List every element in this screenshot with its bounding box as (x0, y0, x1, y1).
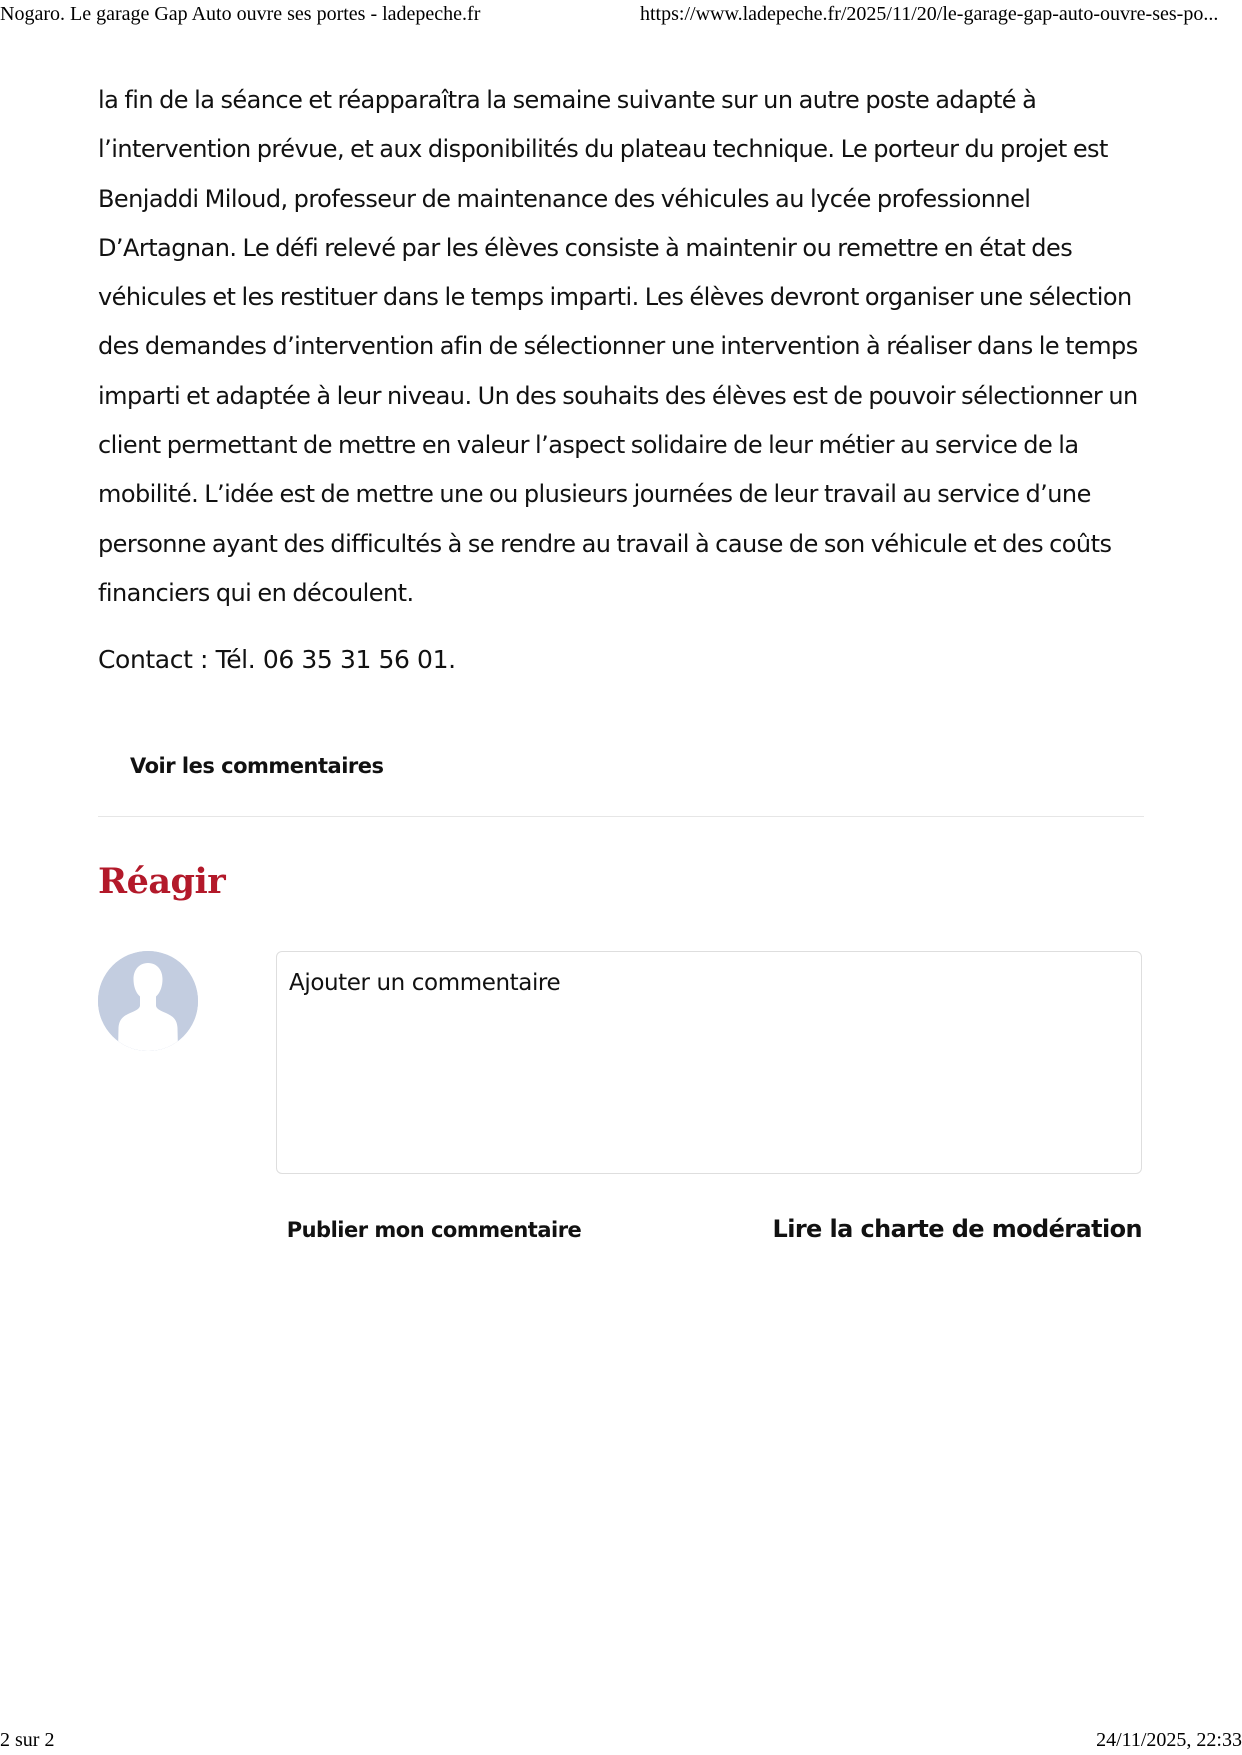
section-divider (98, 816, 1144, 817)
moderation-charter-link[interactable]: Lire la charte de modération (772, 1215, 1142, 1243)
contact-phone: Contact : Tél. 06 35 31 56 01. (98, 645, 456, 675)
comment-box (276, 951, 1142, 1174)
user-silhouette-icon (98, 951, 198, 1051)
react-section-title: Réagir (98, 861, 226, 902)
view-comments-link[interactable]: Voir les commentaires (130, 754, 384, 778)
article-body (98, 76, 1144, 680)
print-header-url: https://www.ladepeche.fr/2025/11/20/le-garage-gap-auto-ouvre-ses-po... (640, 3, 1219, 25)
print-footer-page-counter: 2 sur 2 (0, 1729, 55, 1751)
print-header-page-title: Nogaro. Le garage Gap Auto ouvre ses portes - ladepeche.fr (0, 3, 481, 25)
article-paragraph: la fin de la séance et réapparaîtra la semaine suivante sur un autre poste adapté à l’intervention prévue, et aux disponibilités du plateau technique. Le porteur du projet est Benjaddi Miloud, professeur de maintenance des véhicules au lycée professionnel D’Artagnan. Le défi relevé par les élèves consiste à maintenir ou remettre en état des véhicules et les restituer dans le temps imparti. Les élèves devront organiser une sélection des demandes d’intervention afin de sélectionner une intervention à réaliser dans le temps imparti et adaptée à leur niveau. Un des souhaits des élèves est de pouvoir sélectionner un client permettant de mettre en valeur l’aspect solidaire de leur métier au service de la mobilité. L’idée est de mettre une ou plusieurs journées de leur travail au service d’une personne ayant des difficultés à se rendre au travail à cause de son véhicule et des coûts financiers qui en découlent. (98, 86, 1138, 607)
comment-input[interactable] (277, 952, 1141, 1173)
publish-comment-button[interactable]: Publier mon commentaire (276, 1210, 592, 1250)
print-footer-timestamp: 24/11/2025, 22:33 (1096, 1729, 1242, 1751)
avatar (98, 951, 198, 1051)
